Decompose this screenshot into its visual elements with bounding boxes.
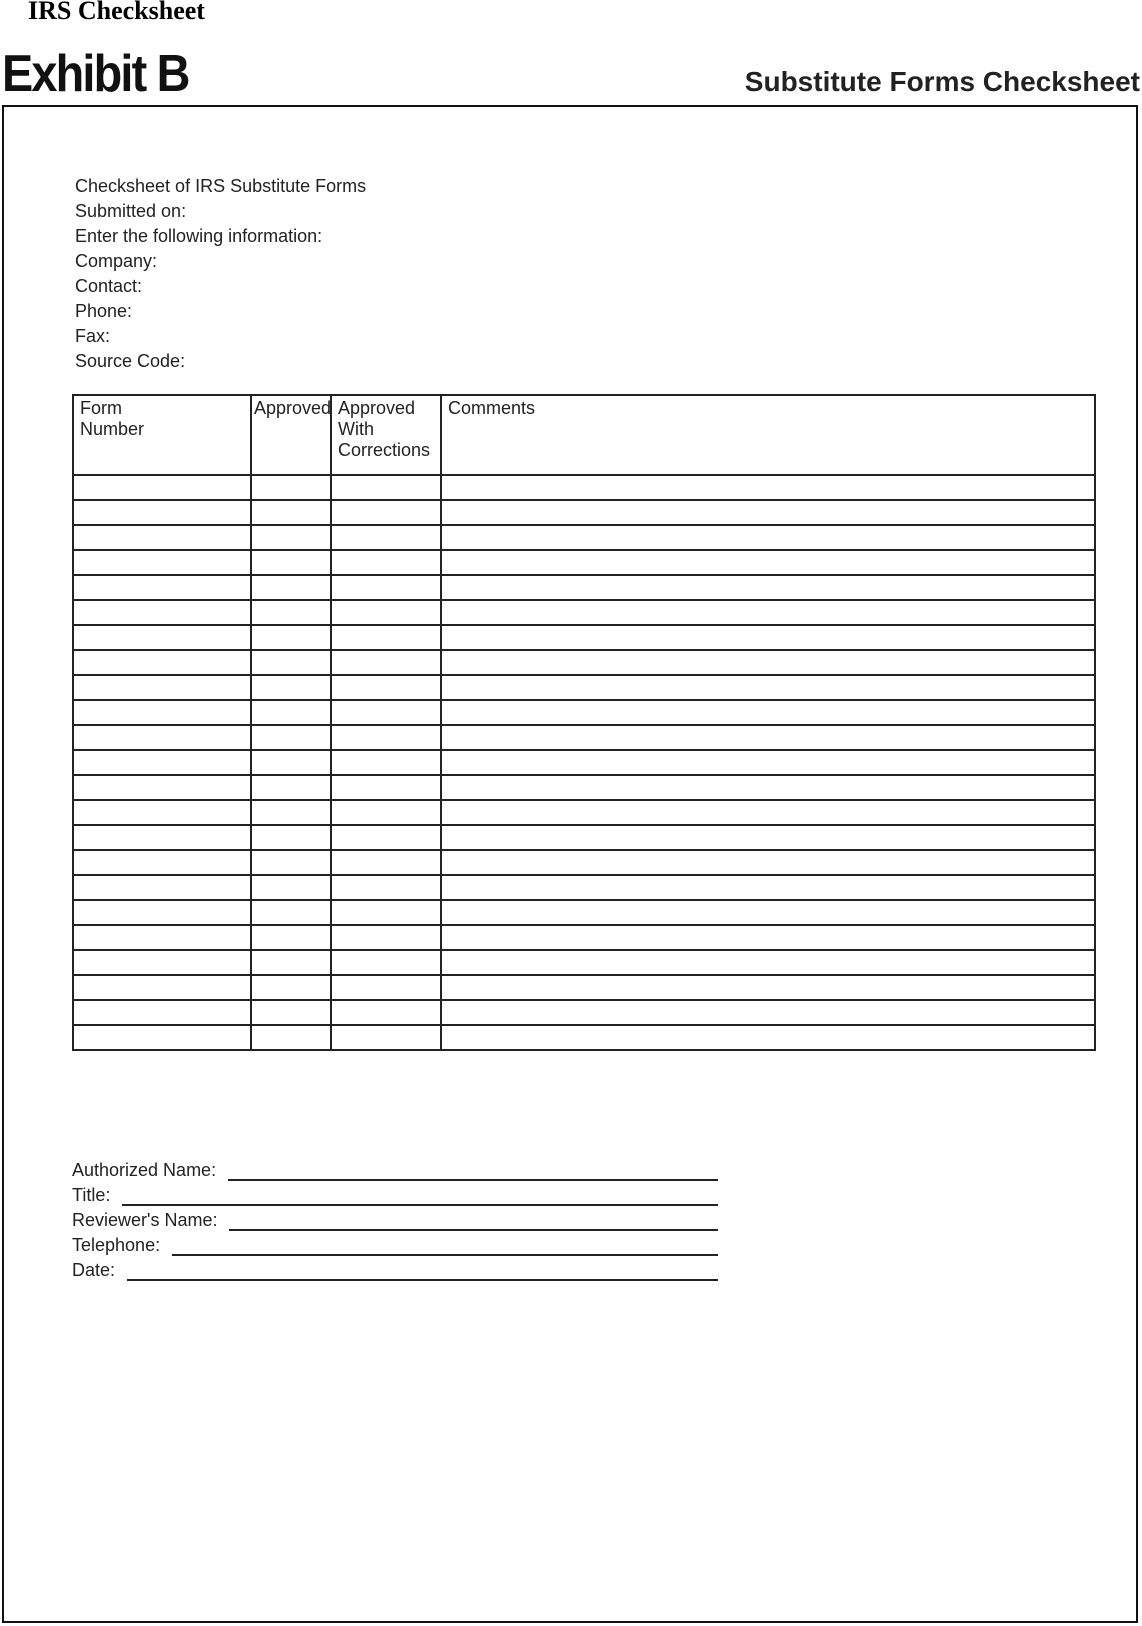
approved-with-corrections-cell[interactable] [331, 525, 441, 550]
comments-cell[interactable] [441, 975, 1095, 1000]
telephone-line[interactable] [172, 1236, 718, 1256]
title-line[interactable] [122, 1186, 718, 1206]
form-number-cell[interactable] [73, 825, 251, 850]
comments-cell[interactable] [441, 750, 1095, 775]
approved-with-corrections-cell[interactable] [331, 850, 441, 875]
document-title: IRS Checksheet [28, 0, 205, 25]
form-number-cell[interactable] [73, 725, 251, 750]
table-body [73, 475, 1095, 1050]
info-line: Contact: [75, 276, 143, 296]
form-number-cell[interactable] [73, 850, 251, 875]
approved-with-corrections-cell[interactable] [331, 550, 441, 575]
approved-with-corrections-cell[interactable] [331, 875, 441, 900]
table-row [73, 750, 1095, 775]
form-number-cell[interactable] [73, 550, 251, 575]
approved-cell[interactable] [251, 700, 331, 725]
comments-cell[interactable] [441, 850, 1095, 875]
approved-cell[interactable] [251, 850, 331, 875]
approved-cell[interactable] [251, 875, 331, 900]
approved-cell[interactable] [251, 525, 331, 550]
approved-with-corrections-cell[interactable] [331, 675, 441, 700]
approved-with-corrections-cell[interactable] [331, 700, 441, 725]
approved-with-corrections-cell[interactable] [331, 750, 441, 775]
table-row [73, 875, 1095, 900]
info-line: Submitted on: [75, 201, 187, 221]
table-row [73, 900, 1095, 925]
form-number-cell[interactable] [73, 475, 251, 500]
approved-cell[interactable] [251, 500, 331, 525]
comments-cell[interactable] [441, 550, 1095, 575]
header-approved [251, 395, 331, 475]
signature-row [72, 1256, 718, 1281]
info-line: Enter the following information: [75, 226, 323, 246]
approved-cell[interactable] [251, 625, 331, 650]
table-row [73, 500, 1095, 525]
comments-cell[interactable] [441, 725, 1095, 750]
header-form-number [73, 395, 251, 475]
header-awc-line: With [338, 419, 374, 439]
table-header-row [73, 395, 1095, 475]
reviewer-name-line[interactable] [229, 1211, 718, 1231]
approved-with-corrections-cell[interactable] [331, 800, 441, 825]
header-approved-line: Approved [254, 398, 332, 418]
approved-with-corrections-cell[interactable] [331, 600, 441, 625]
form-number-cell[interactable] [73, 875, 251, 900]
info-block [75, 174, 366, 374]
form-number-cell[interactable] [73, 650, 251, 675]
comments-cell[interactable] [441, 1025, 1095, 1050]
comments-cell[interactable] [441, 825, 1095, 850]
header-form-number-line: Form [80, 398, 122, 418]
checksheet-subtitle: Substitute Forms Checksheet [744, 66, 1140, 97]
comments-cell[interactable] [441, 650, 1095, 675]
form-number-cell[interactable] [73, 675, 251, 700]
approved-cell[interactable] [251, 800, 331, 825]
comments-cell[interactable] [441, 800, 1095, 825]
approved-with-corrections-cell[interactable] [331, 825, 441, 850]
approved-cell[interactable] [251, 925, 331, 950]
form-number-cell[interactable] [73, 950, 251, 975]
header-awc-line: Corrections [338, 440, 431, 460]
comments-cell[interactable] [441, 775, 1095, 800]
table-row [73, 725, 1095, 750]
table-row [73, 850, 1095, 875]
form-number-cell[interactable] [73, 1000, 251, 1025]
table-row [73, 700, 1095, 725]
header-form-number-line: Number [80, 419, 145, 439]
header-comments [441, 395, 1095, 475]
signature-label: Reviewer's Name: [72, 1210, 218, 1230]
approved-cell[interactable] [251, 750, 331, 775]
checksheet-table [72, 394, 1096, 1051]
approved-with-corrections-cell[interactable] [331, 625, 441, 650]
signature-row [72, 1206, 718, 1231]
header-awc-line: Approved [338, 398, 416, 418]
approved-cell[interactable] [251, 475, 331, 500]
form-number-cell[interactable] [73, 575, 251, 600]
table-row [73, 1025, 1095, 1050]
table-row [73, 925, 1095, 950]
comments-cell[interactable] [441, 700, 1095, 725]
form-number-cell[interactable] [73, 900, 251, 925]
info-line: Checksheet of IRS Substitute Forms [75, 176, 367, 196]
approved-cell[interactable] [251, 575, 331, 600]
approved-with-corrections-cell[interactable] [331, 900, 441, 925]
signature-label: Date: [72, 1260, 116, 1280]
table-row [73, 650, 1095, 675]
signature-block [72, 1156, 718, 1281]
form-number-cell[interactable] [73, 600, 251, 625]
approved-cell[interactable] [251, 900, 331, 925]
table-row [73, 800, 1095, 825]
comments-cell[interactable] [441, 575, 1095, 600]
approved-cell[interactable] [251, 725, 331, 750]
info-line: Fax: [75, 326, 111, 346]
approved-cell[interactable] [251, 775, 331, 800]
signature-label: Telephone: [72, 1235, 161, 1255]
approved-cell[interactable] [251, 1025, 331, 1050]
table-row [73, 550, 1095, 575]
form-number-cell[interactable] [73, 800, 251, 825]
signature-row [72, 1156, 718, 1181]
header-comments-line: Comments [448, 398, 536, 418]
signature-row [72, 1231, 718, 1256]
signature-row [72, 1181, 718, 1206]
approved-with-corrections-cell[interactable] [331, 725, 441, 750]
approved-with-corrections-cell[interactable] [331, 650, 441, 675]
date-line[interactable] [127, 1261, 718, 1281]
comments-cell[interactable] [441, 925, 1095, 950]
form-number-cell[interactable] [73, 525, 251, 550]
signature-label: Title: [72, 1185, 111, 1205]
approved-cell[interactable] [251, 550, 331, 575]
form-number-cell[interactable] [73, 975, 251, 1000]
form-number-cell[interactable] [73, 500, 251, 525]
form-number-cell[interactable] [73, 1025, 251, 1050]
table-row [73, 625, 1095, 650]
approved-cell[interactable] [251, 950, 331, 975]
approved-with-corrections-cell[interactable] [331, 575, 441, 600]
table-row [73, 675, 1095, 700]
approved-cell[interactable] [251, 1000, 331, 1025]
comments-cell[interactable] [441, 875, 1095, 900]
header-approved-with-corrections [331, 395, 441, 475]
form-number-cell[interactable] [73, 625, 251, 650]
comments-cell[interactable] [441, 475, 1095, 500]
exhibit-label: Exhibit B [2, 45, 189, 103]
comments-cell[interactable] [441, 600, 1095, 625]
approved-cell[interactable] [251, 650, 331, 675]
table-row [73, 525, 1095, 550]
table-row [73, 475, 1095, 500]
comments-cell[interactable] [441, 625, 1095, 650]
approved-cell[interactable] [251, 600, 331, 625]
info-line: Source Code: [75, 351, 186, 371]
approved-with-corrections-cell[interactable] [331, 500, 441, 525]
comments-cell[interactable] [441, 1000, 1095, 1025]
comments-cell[interactable] [441, 950, 1095, 975]
authorized-name-line[interactable] [228, 1161, 718, 1181]
approved-cell[interactable] [251, 975, 331, 1000]
info-line: Company: [75, 251, 158, 271]
comments-cell[interactable] [441, 500, 1095, 525]
table-row [73, 600, 1095, 625]
approved-with-corrections-cell[interactable] [331, 950, 441, 975]
table-row [73, 950, 1095, 975]
form-number-cell[interactable] [73, 775, 251, 800]
approved-with-corrections-cell[interactable] [331, 1025, 441, 1050]
approved-with-corrections-cell[interactable] [331, 475, 441, 500]
table-row [73, 775, 1095, 800]
approved-with-corrections-cell[interactable] [331, 975, 441, 1000]
table-row [73, 575, 1095, 600]
comments-cell[interactable] [441, 900, 1095, 925]
table-row [73, 825, 1095, 850]
comments-cell[interactable] [441, 675, 1095, 700]
comments-cell[interactable] [441, 525, 1095, 550]
approved-cell[interactable] [251, 825, 331, 850]
form-number-cell[interactable] [73, 750, 251, 775]
form-number-cell[interactable] [73, 925, 251, 950]
table-row [73, 975, 1095, 1000]
form-number-cell[interactable] [73, 700, 251, 725]
approved-cell[interactable] [251, 675, 331, 700]
table-row [73, 1000, 1095, 1025]
approved-with-corrections-cell[interactable] [331, 925, 441, 950]
approved-with-corrections-cell[interactable] [331, 1000, 441, 1025]
approved-with-corrections-cell[interactable] [331, 775, 441, 800]
info-line: Phone: [75, 301, 133, 321]
signature-label: Authorized Name: [72, 1160, 217, 1180]
